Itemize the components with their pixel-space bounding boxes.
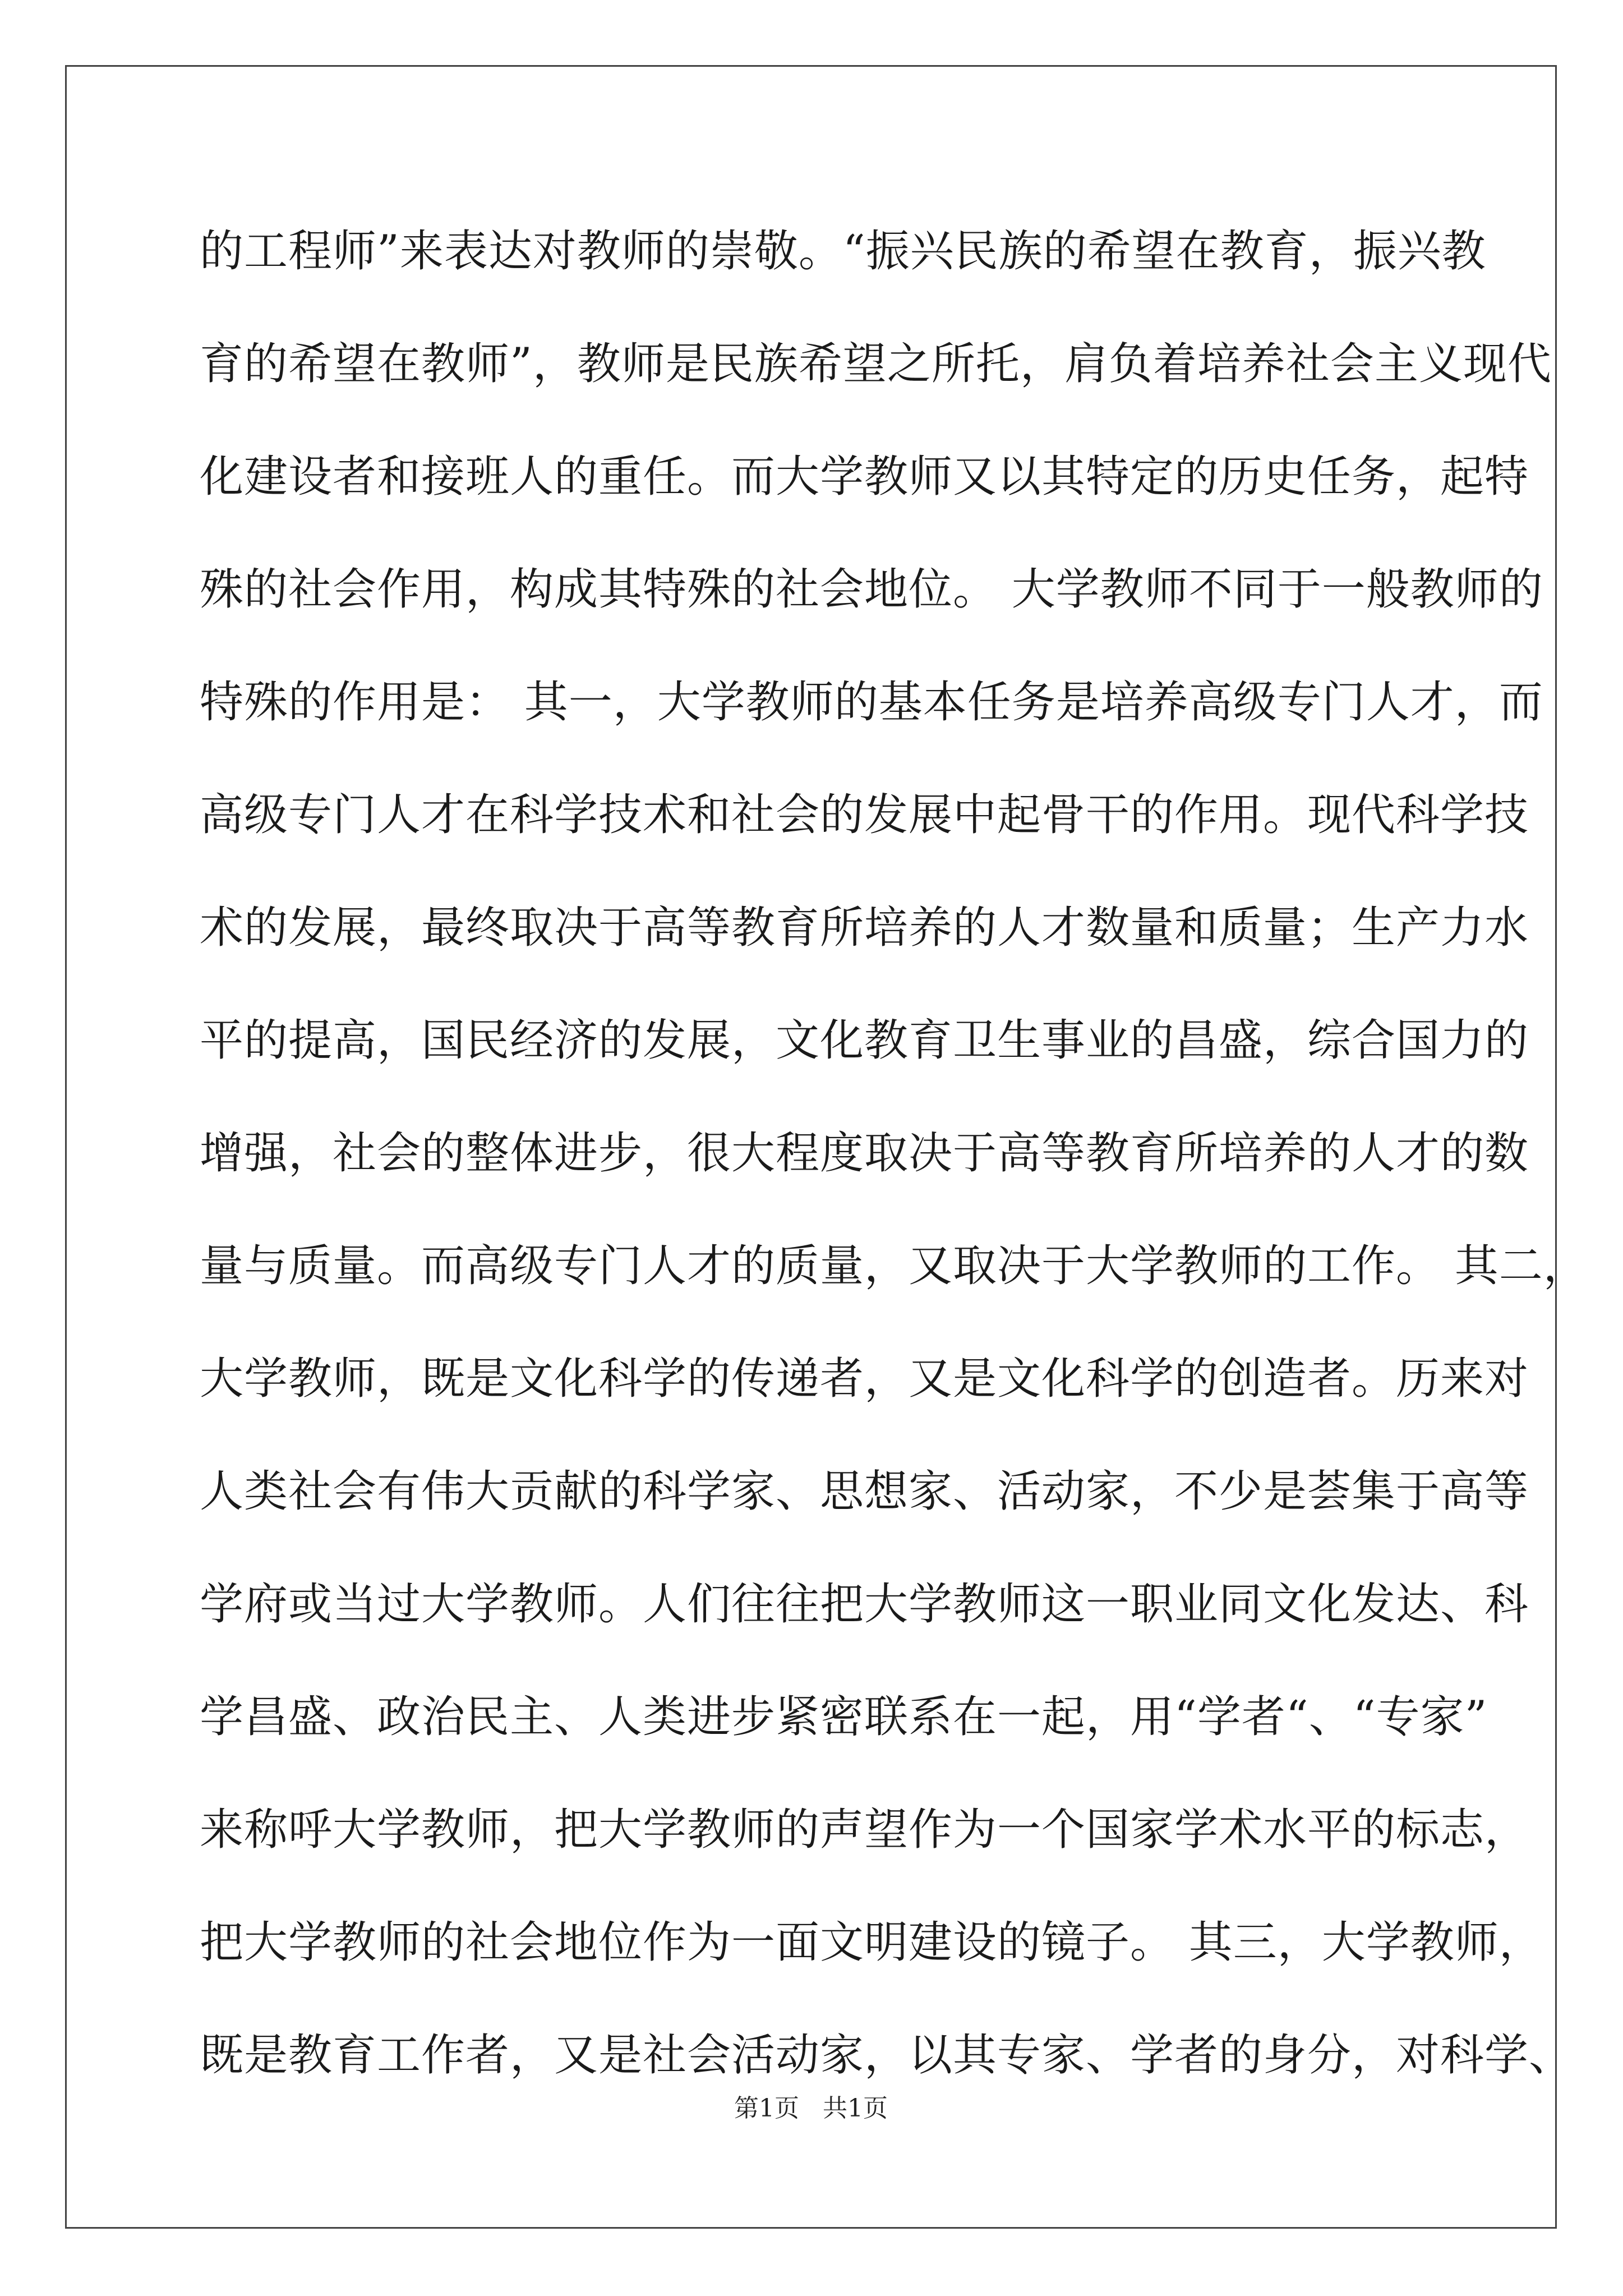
text-line: 育的希望在教师”，教师是民族希望之所托，肩负着培养社会主义现代: [200, 339, 1552, 389]
text-line: 学府或当过大学教师。人们往往把大学教师这一职业同文化发达、科: [200, 1579, 1529, 1630]
text-line: 把大学教师的社会地位作为一面文明建设的镜子。 其三，大学教师，: [200, 1917, 1543, 1968]
text-line: 高级专门人才在科学技术和社会的发展中起骨干的作用。现代科学技: [200, 790, 1529, 840]
text-line: 人类社会有伟大贡献的科学家、思想家、活动家，不少是荟集于高等: [200, 1466, 1529, 1517]
body-text: [200, 195, 1588, 2112]
text-line: 来称呼大学教师，把大学教师的声望作为一个国家学术水平的标志，: [200, 1805, 1529, 1855]
text-line: 增强，社会的整体进步，很大程度取决于高等教育所培养的人才的数: [200, 1128, 1529, 1179]
text-line: 的工程师”来表达对教师的崇敬。“振兴民族的希望在教育，振兴教: [200, 226, 1486, 277]
text-line: 学昌盛、政治民主、人类进步紧密联系在一起，用“学者“、“专家”: [200, 1692, 1488, 1742]
text-line: 平的提高，国民经济的发展，文化教育卫生事业的昌盛，综合国力的: [200, 1015, 1529, 1066]
text-line: 化建设者和接班人的重任。而大学教师又以其特定的历史任务，起特: [200, 452, 1529, 502]
text-line: 大学教师，既是文化科学的传递者，又是文化科学的创造者。历来对: [200, 1354, 1529, 1404]
text-line: 量与质量。而高级专门人才的质量，又取决于大学教师的工作。 其二，: [200, 1241, 1588, 1291]
text-line: 术的发展，最终取决于高等教育所培养的人才数量和质量；生产力水: [200, 903, 1529, 953]
text-line: 既是教育工作者，又是社会活动家，以其专家、学者的身分，对科学、: [200, 2030, 1574, 2081]
page-number-footer: 第1页 共1页: [734, 2094, 888, 2123]
text-line: 特殊的作用是： 其一，大学教师的基本任务是培养高级专门人才，而: [200, 677, 1543, 728]
text-line: 殊的社会作用，构成其特殊的社会地位。 大学教师不同于一般教师的: [200, 564, 1543, 615]
